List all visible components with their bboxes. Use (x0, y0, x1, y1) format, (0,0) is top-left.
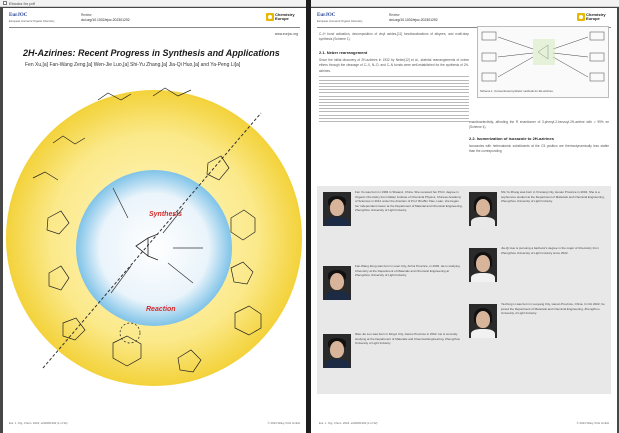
scheme-drawing (478, 27, 610, 87)
section-heading-neber: 2.1. Neber rearrangement (319, 50, 368, 55)
publisher-name: Chemistry Europe (586, 12, 606, 22)
author-bio-1: Fen Xu was born in 1984 in Shaanxi, China. She received her Ph.D. degree in Organic Chemistry from Dalian Institute of Chemical Physics, Chinese Academy of Sciences in 2014 under the direction of Prof. Bin-Bin Xiao. Later, she began her independent career at the Department of Material and Chemical Engineering, Zhengzhou University of Light Industry. (355, 190, 463, 213)
journal-subtitle: European Journal of Organic Chemistry (9, 20, 55, 23)
intro-paragraph: C–H bond activation, decomposition of vinyl azides,[11] functionalizations of alkynes, and multi-step synthesis (Scheme 1). (319, 32, 469, 42)
author-photo-fen-xu (323, 192, 351, 226)
section-isoxazole-text: Isoxazoles with heteroatomic substituents at the C5 position are thermodynamically less stable than the corresponding (469, 144, 609, 154)
journal-name: EurJOC (317, 13, 336, 18)
enantioselectivity-text: enantioselectivity, affording the R enantiomer of 3-phenyl-2-benzoyl-2H-azirine with > 99% ee (Scheme 4). (469, 120, 609, 130)
journal-subtitle: European Journal of Organic Chemistry (317, 20, 363, 23)
chemistry-europe-logo-icon (577, 13, 585, 21)
journal-website[interactable]: www.eurjoc.org (274, 32, 298, 36)
author-bio-6: Ya-Peng Li was born in Luoyang City, Henan Province, China. In Oct 2022, he joined the Department of Materials and Chemical Engineering, Zhengzhou University of Light Industry. (501, 302, 605, 316)
article-title: 2H-Azirines: Recent Progress in Synthesis and Applications (23, 48, 280, 58)
author-photo-fan-wang-zeng (323, 266, 351, 300)
author-biographies (317, 186, 611, 394)
article-authors: Fen Xu,[a] Fan-Wang Zeng,[a] Wen-Jie Luo,[a] Shi-Yu Zhang,[a] Jia-Qi Huo,[a] and Ya-Peng Li[a] (25, 62, 241, 68)
article-type: Review (81, 13, 92, 17)
toolbar-label: Ebooks for pdf (9, 0, 35, 6)
page-footer-right: © 2024 Wiley-VCH GmbH (267, 421, 300, 425)
author-bio-3: Wen-Jie Luo was born in Dingxi City, Gansu Province in 2002. He is currently studying at the Department of Materials and Chemical Engineering, Zhengzhou University of Light Industry. (355, 332, 461, 346)
publisher-logo (266, 12, 300, 24)
author-photo-wen-jie-luo (323, 334, 351, 368)
chemistry-europe-logo-icon (266, 13, 274, 21)
page-footer-right: © 2024 Wiley-VCH GmbH (576, 421, 609, 425)
graphical-abstract (3, 68, 306, 428)
section-neber-paragraph: Since the initial discovery of 2H-azirines in 1932 by Neber[12] et al., skeletal rearrangements of oxime ethers through the cleavage of C–X, N–O, and C–N bonds were well-established for the synthesis of 2H-azirines. (319, 58, 469, 73)
page-header (9, 12, 300, 28)
journal-name: EurJOC (9, 13, 28, 18)
doi-link[interactable]: doi.org/10.1002/ejoc.202301292 (389, 18, 438, 22)
pdf-page-1[interactable] (3, 8, 306, 433)
scheme-figure (477, 26, 609, 98)
author-bio-4: Shi-Yu Zhang was born in Xinxiang City, Henan Province in 2004. She is a sophomore student at the Department of Materials and Chemical Engineering, Zhengzhou University of Light Industry. (501, 190, 605, 204)
author-photo-shi-yu-zhang (469, 192, 497, 226)
doi-link[interactable]: doi.org/10.1002/ejoc.202301292 (81, 18, 130, 22)
section-heading-isoxazole: 2.2. Isomerization of isoxazole to 2H-azirines (469, 136, 554, 141)
author-bio-5: Jia-Qi Huo is pursuing a bachelor's degree in the major of Chemistry from Zhengzhou University of Light Industry since 2022. (501, 246, 599, 255)
checkbox-icon[interactable] (3, 1, 7, 5)
publisher-logo (577, 12, 611, 24)
pdf-page-2[interactable] (311, 8, 617, 433)
reaction-label: Reaction (146, 306, 176, 313)
publisher-name: Chemistry Europe (275, 12, 295, 22)
article-type: Review (389, 13, 400, 17)
page-footer-left: Eur. J. Org. Chem. 2024, e202301292 (1 of 32) (9, 421, 68, 425)
synthesis-label: Synthesis (149, 211, 183, 218)
author-photo-jia-qi-huo (469, 248, 497, 282)
author-bio-2: Fan-Wang Zeng was born in Luan City, Anhui Province, in 2002. He is studying Chemistry at the Department of Materials and Chemical Engineering at Zhengzhou University of Light Industry. (355, 264, 460, 278)
page-footer-left: Eur. J. Org. Chem. 2024, e202301292 (2 of 32) (319, 421, 378, 425)
author-photo-ya-peng-li (469, 304, 497, 338)
scheme-caption: Scheme 1. Conventional synthetic methods for 2H-azirines. (480, 89, 554, 93)
section-neber-text (319, 58, 469, 178)
